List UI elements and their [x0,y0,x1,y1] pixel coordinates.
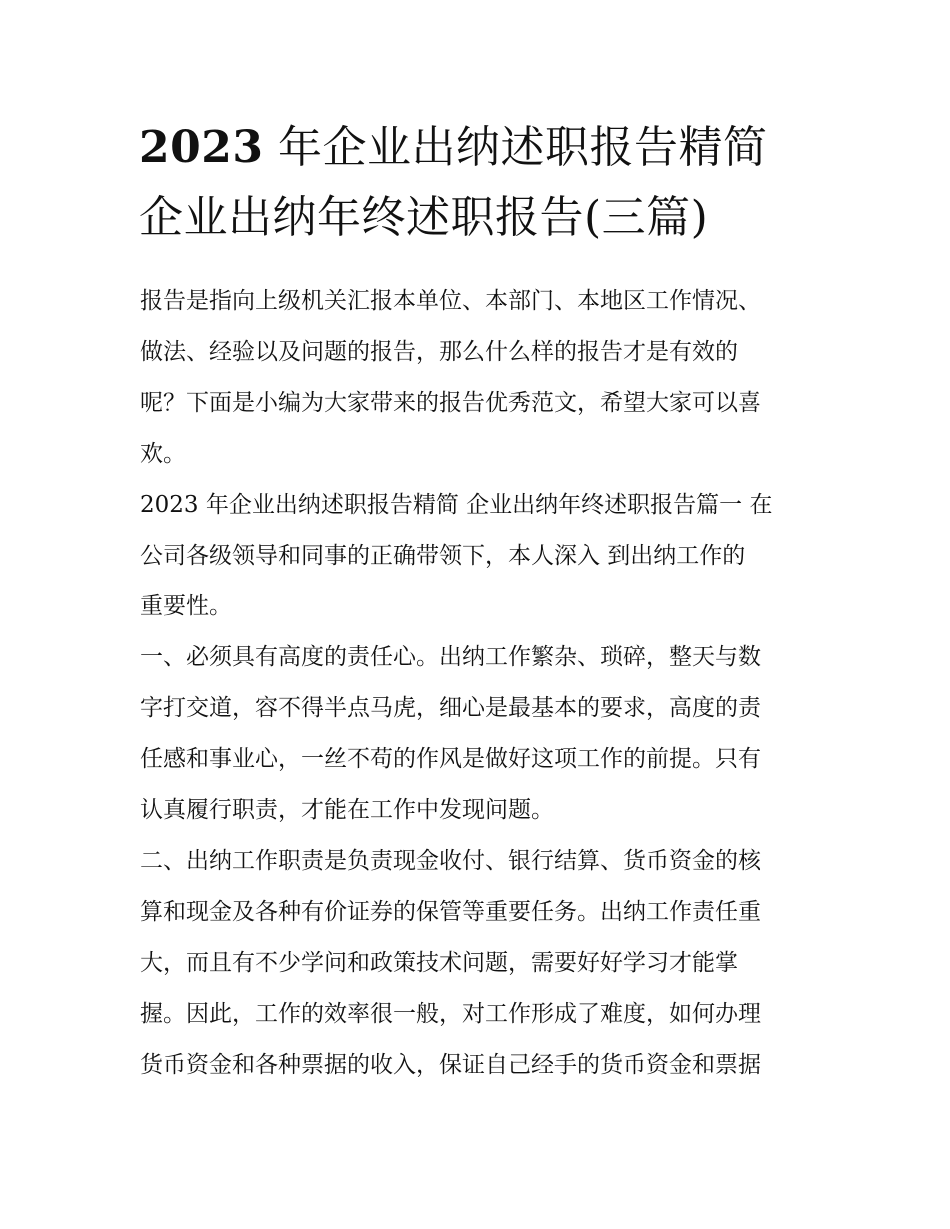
title-line-1-text: 年企业出纳述职报告精简 [263,122,768,173]
paragraph-line: 做法、经验以及问题的报告，那么什么样的报告才是有效的 [140,338,738,365]
title-year: 2023 [139,122,264,173]
paragraph-line: 呢？下面是小编为大家带来的报告优秀范文，希望大家可以喜 [140,389,761,416]
paragraph-line: 任感和事业心，一丝不苟的作风是做好这项工作的前提。只有 [140,746,761,773]
paragraph-line: 报告是指向上级机关汇报本单位、本部门、本地区工作情况、 [140,288,761,314]
paragraph-part-one [140,480,816,633]
paragraph-line: 大，而且有不少学问和政策技术问题，需要好好学习才能掌 [140,949,738,976]
paragraph-line: 字打交道，容不得半点马虎，细心是最基本的要求，高度的责 [140,695,761,722]
paragraph-line: 欢。 [140,440,186,467]
paragraph-line: 认真履行职责，才能在工作中发现问题。 [140,797,554,824]
document-body [140,276,816,1091]
paragraph-line: 握。因此，工作的效率很一般，对工作形成了难度，如何办理 [140,1000,761,1027]
paragraph-line: 重要性。 [140,593,232,620]
paragraph-intro [140,276,816,480]
paragraph-line: 货币资金和各种票据的收入，保证自己经手的货币资金和票据 [140,1051,761,1078]
paragraph-line: 算和现金及各种有价证券的保管等重要任务。出纳工作责任重 [140,898,761,925]
title-line-1 [139,113,829,183]
title-line-2: 企业出纳年终述职报告(三篇) [139,192,709,243]
paragraph-line: 公司各级领导和同事的正确带领下，本人深入 到出纳工作的 [140,542,746,569]
paragraph-line: 一、必须具有高度的责任心。出纳工作繁杂、琐碎，整天与数 [140,644,761,671]
paragraph-responsibility [140,632,816,836]
paragraph-line: 2023 年企业出纳述职报告精简 企业出纳年终述职报告篇一 在 [140,491,773,518]
paragraph-line: 二、出纳工作职责是负责现金收付、银行结算、货币资金的核 [140,847,761,874]
document-title [139,113,829,253]
paragraph-duties [140,836,816,1091]
